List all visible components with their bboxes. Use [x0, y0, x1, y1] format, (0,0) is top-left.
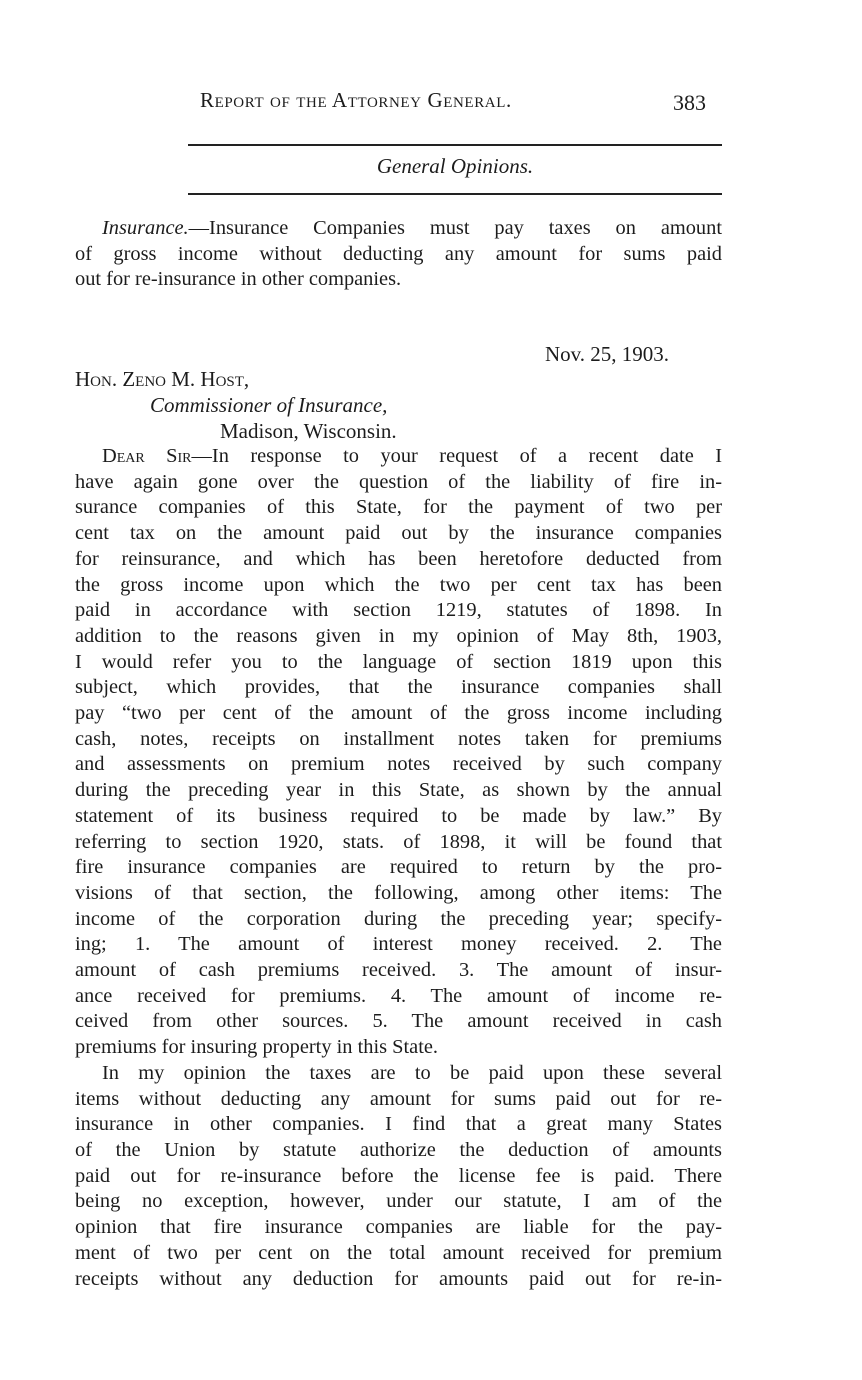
letter-line: subject, which provides, that the insurance companies shall — [75, 676, 722, 699]
letter-line: for reinsurance, and which has been heretofore deducted from — [75, 547, 722, 570]
letter-line: paid in accordance with section 1219, statutes of 1898. In — [75, 599, 722, 622]
letter-line: paid out for re-insurance before the license fee is paid. There — [75, 1164, 722, 1187]
letter-line: In my opinion the taxes are to be paid upon these several — [102, 1061, 722, 1084]
syllabus-line: Insurance.—Insurance Companies must pay taxes on amount — [102, 217, 722, 239]
running-title: Report of the Attorney General. — [200, 88, 512, 112]
letter-line: items without deducting any amount for sums paid out for re- — [75, 1087, 722, 1110]
letter-line: insurance in other companies. I find that a great many States — [75, 1113, 722, 1136]
letter-date: Nov. 25, 1903. — [545, 342, 670, 366]
letter-line: income of the corporation during the preceding year; specify- — [75, 907, 722, 930]
letter-line: Dear Sir—In response to your request of a recent date I — [102, 445, 722, 467]
letter-line: ceived from other sources. 5. The amount received in cash — [75, 1010, 722, 1033]
letter-line: visions of that section, the following, among other items: The — [75, 881, 722, 904]
addressee — [75, 367, 397, 444]
letter-line: referring to section 1920, stats. of 1898, it will be found that — [75, 830, 722, 853]
letter-line: ment of two per cent on the total amount received for premium — [75, 1241, 722, 1264]
header-rule-bottom — [188, 193, 722, 195]
addressee-name: Hon. Zeno M. Host, — [75, 367, 250, 391]
letter-line: cent tax on the amount paid out by the insurance companies — [75, 522, 722, 545]
letter-line: ing; 1. The amount of interest money received. 2. The — [75, 933, 722, 956]
letter-line: I would refer you to the language of section 1819 upon this — [75, 650, 722, 673]
letter-line: being no exception, however, under our statute, I am of the — [75, 1190, 722, 1213]
letter-line: fire insurance companies are required to return by the pro- — [75, 856, 722, 879]
syllabus-head: Insurance. — [102, 217, 189, 239]
salutation: Dear Sir — [102, 445, 192, 467]
letter-line: opinion that fire insurance companies are liable for the pay- — [75, 1216, 722, 1239]
page-number: 383 — [673, 90, 706, 115]
letter-line: cash, notes, receipts on installment notes taken for premiums — [75, 727, 722, 750]
letter-body — [75, 444, 722, 1292]
letter-line: have again gone over the question of the liability of fire in- — [75, 470, 722, 493]
section-heading: General Opinions. — [376, 154, 534, 178]
letter-line: pay “two per cent of the amount of the gross income including — [75, 702, 722, 725]
letter-line: premiums for insuring property in this State. — [75, 1036, 439, 1059]
letter-line: and assessments on premium notes received by such company — [75, 753, 722, 776]
letter-line: statement of its business required to be made by law.” By — [75, 804, 722, 827]
letter-line: amount of cash premiums received. 3. The amount of insur- — [75, 959, 722, 982]
header-rule-top — [188, 144, 722, 146]
letter-line: receipts without any deduction for amounts paid out for re-in- — [75, 1267, 722, 1290]
letter-line: of the Union by statute authorize the deduction of amounts — [75, 1138, 722, 1161]
letter-line: addition to the reasons given in my opinion of May 8th, 1903, — [75, 624, 722, 647]
syllabus — [75, 216, 722, 293]
addressee-title: Commissioner of Insurance, — [150, 392, 388, 417]
letter-line: surance companies of this State, for the payment of two per — [75, 496, 722, 519]
syllabus-line: out for re-insurance in other companies. — [75, 268, 402, 291]
letter-line: during the preceding year in this State, as shown by the annual — [75, 779, 722, 802]
letter-line: ance received for premiums. 4. The amount of income re- — [75, 984, 722, 1007]
addressee-place: Madison, Wisconsin. — [220, 418, 397, 443]
letter-line: the gross income upon which the two per cent tax has been — [75, 573, 722, 596]
syllabus-line: of gross income without deducting any amount for sums paid — [75, 242, 722, 265]
